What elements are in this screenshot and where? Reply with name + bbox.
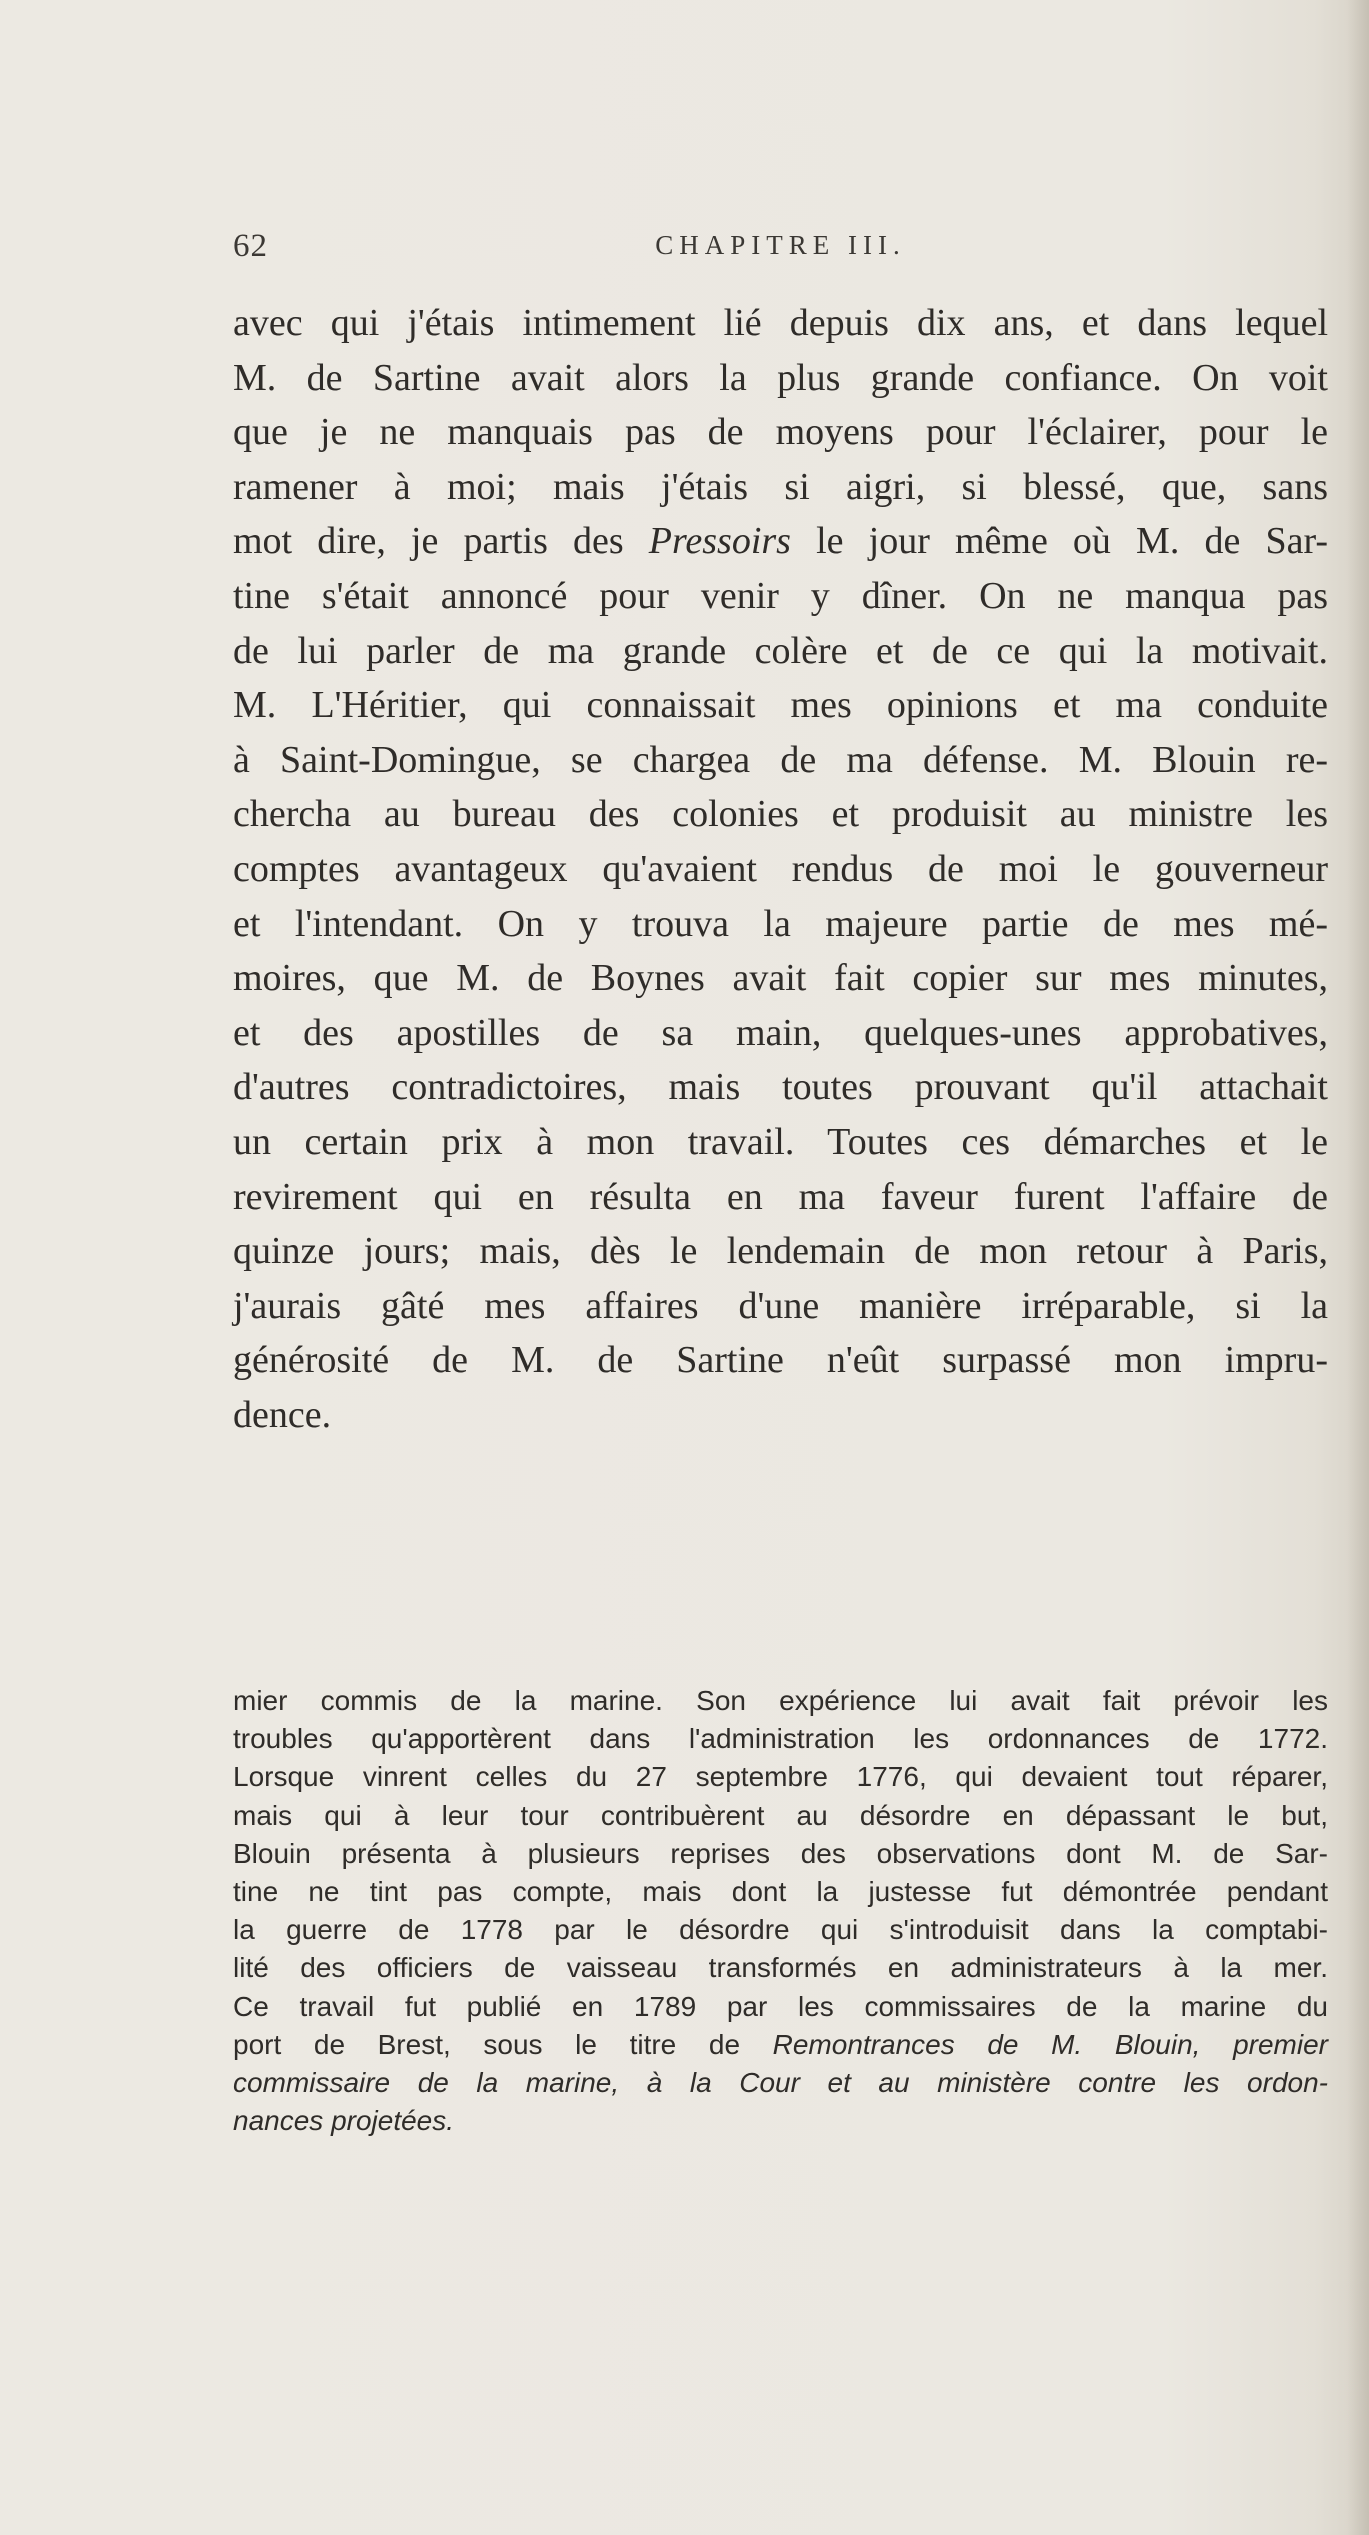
text-line: à Saint-Domingue, se chargea de ma défense. M. Blouin re- [233, 738, 1328, 781]
text-line: générosité de M. de Sartine n'eût surpassé mon impru- [233, 1339, 1328, 1382]
italic-place-name: Pressoirs [648, 520, 791, 563]
running-head [233, 228, 1328, 268]
text-run: le jour même où M. de Sar- [790, 520, 1328, 563]
footnote-line: troubles qu'apportèrent dans l'administration les ordonnances de 1772. [233, 1723, 1328, 1755]
text-line: tine s'était annoncé pour venir y dîner. On ne manqua pas [233, 574, 1328, 617]
text-line: d'autres contradictoires, mais toutes prouvant qu'il attachait [233, 1066, 1328, 1109]
text-line: quinze jours; mais, dès le lendemain de mon retour à Paris, [233, 1230, 1328, 1273]
text-line: et l'intendant. On y trouva la majeure partie de mes mé- [233, 902, 1328, 945]
page-number: 62 [233, 228, 268, 264]
text-run: mot dire, je partis des [233, 520, 649, 563]
chapter-title: CHAPITRE III. [655, 230, 906, 260]
text-line: ramener à moi; mais j'étais si aigri, si blessé, que, sans [233, 465, 1328, 508]
text-line: un certain prix à mon travail. Toutes ces démarches et le [233, 1120, 1328, 1163]
text-line: M. de Sartine avait alors la plus grande confiance. On voit [233, 356, 1328, 399]
text-line: et des apostilles de sa main, quelques-unes approbatives, [233, 1011, 1328, 1054]
main-text [233, 296, 1328, 1442]
text-line: j'aurais gâté mes affaires d'une manière irréparable, si la [233, 1284, 1328, 1327]
footnote-line: mais qui à leur tour contribuèrent au désordre en dépassant le but, [233, 1799, 1328, 1831]
italic-title: Remontrances de M. Blouin, premier [772, 2028, 1328, 2060]
footnote-line: la guerre de 1778 par le désordre qui s'introduisit dans la comptabi- [233, 1914, 1328, 1946]
footnote-line [233, 2102, 1328, 2140]
footnote-line: tine ne tint pas compte, mais dont la justesse fut démontrée pendant [233, 1876, 1328, 1908]
text-run: port de Brest, sous le titre de [233, 2028, 773, 2060]
footnote-line: mier commis de la marine. Son expérience lui avait fait prévoir les [233, 1685, 1328, 1716]
italic-title: nances projetées. [233, 2105, 455, 2137]
page-edge-shadow [1347, 0, 1369, 2535]
text-line: comptes avantageux qu'avaient rendus de moi le gouverneur [233, 847, 1328, 890]
text-line: revirement qui en résulta en ma faveur furent l'affaire de [233, 1175, 1328, 1218]
text-line: avec qui j'étais intimement lié depuis dix ans, et dans lequel [233, 302, 1328, 344]
footnote-block [233, 1682, 1328, 2140]
text-line [233, 514, 1328, 569]
text-line: M. L'Héritier, qui connaissait mes opinions et ma conduite [233, 684, 1328, 727]
text-line: dence. [233, 1393, 332, 1436]
italic-title: commissaire de la marine, à la Cour et au ministère contre les ordon- [233, 2067, 1328, 2099]
footnote-line [233, 2064, 1328, 2102]
text-line: chercha au bureau des colonies et produisit au ministre les [233, 793, 1328, 836]
text-line: que je ne manquais pas de moyens pour l'éclairer, pour le [233, 411, 1328, 454]
footnote-line: Ce travail fut publié en 1789 par les commissaires de la marine du [233, 1990, 1328, 2022]
footnote-line: Blouin présenta à plusieurs reprises des observations dont M. de Sar- [233, 1837, 1328, 1869]
footnote-line [233, 2026, 1328, 2064]
text-line: de lui parler de ma grande colère et de ce qui la motivait. [233, 629, 1328, 672]
text-line: moires, que M. de Boynes avait fait copier sur mes minutes, [233, 957, 1328, 1000]
footnote-line: Lorsque vinrent celles du 27 septembre 1776, qui devaient tout réparer, [233, 1761, 1328, 1793]
footnote-line: lité des officiers de vaisseau transformés en administrateurs à la mer. [233, 1952, 1328, 1984]
